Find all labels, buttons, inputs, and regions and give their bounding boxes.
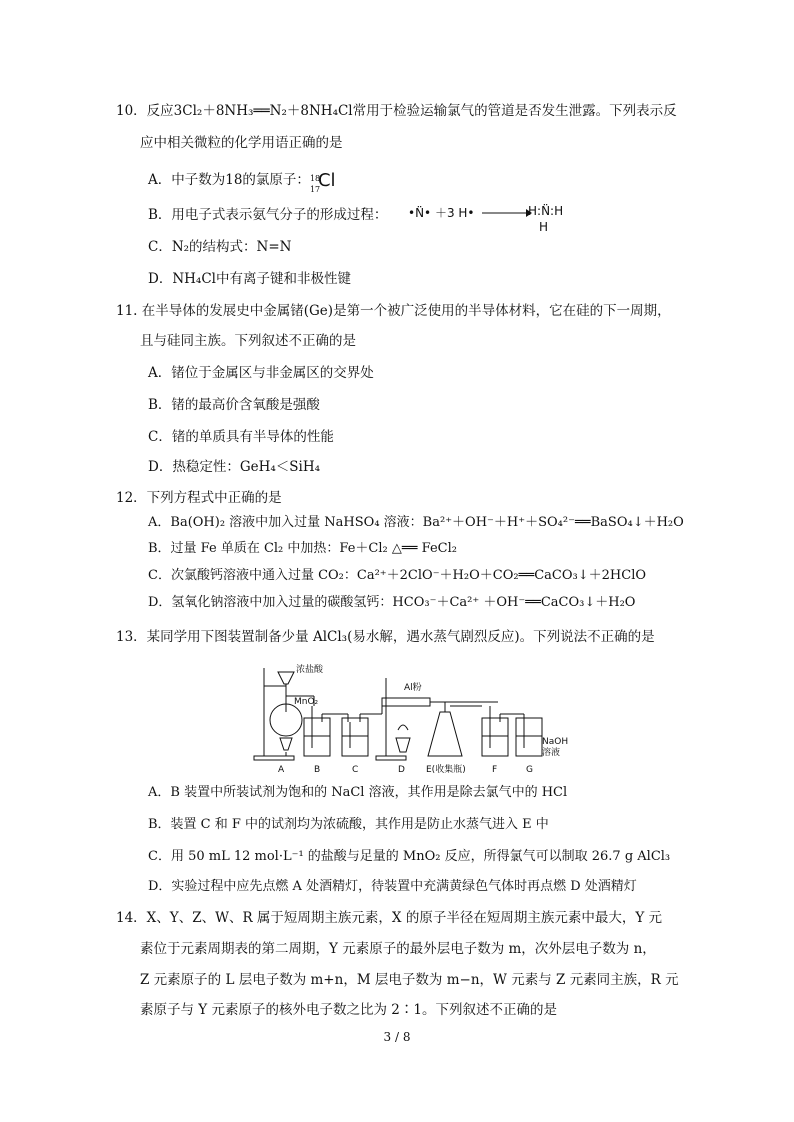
apparatus-diagram	[236, 660, 572, 778]
q11-stem-line2: 且与硅同主族。下列叙述不正确的是	[140, 333, 356, 349]
q14-line1: 14．X、Y、Z、W、R 属于短周期主族元素，X 的原子半径在短周期主族元素中最大，Y 元	[116, 910, 663, 926]
electron-formula-left: •N̈• ＋3 H•	[408, 206, 475, 220]
label-b: B	[314, 765, 321, 775]
q10-option-b	[148, 206, 387, 224]
apparatus-c-icon	[342, 700, 382, 756]
label-naoh: NaOH	[542, 737, 569, 747]
q10-option-d: D．NH₄Cl中有离子键和非极性键	[148, 271, 351, 287]
electron-formula-right: H:N̈:H	[528, 204, 564, 218]
q10-option-a-text: A．中子数为18的氯原子：	[148, 172, 310, 188]
q11-option-b: B．锗的最高价含氧酸是强酸	[148, 397, 320, 413]
q12-option-b: B．过量 Fe 单质在 Cl₂ 中加热：Fe＋Cl₂ △══ FeCl₂	[148, 541, 457, 556]
q10-stem-line2: 应中相关微粒的化学用语正确的是	[140, 135, 343, 151]
label-acid: 浓盐酸	[296, 665, 324, 675]
apparatus-e-icon	[428, 702, 482, 756]
q13-option-a: A．B 装置中所装试剂为饱和的 NaCl 溶液，其作用是除去氯气中的 HCl	[148, 785, 568, 800]
label-g: G	[526, 765, 533, 775]
q12-option-d: D．氢氧化钠溶液中加入过量的碳酸氢钙：HCO₃⁻＋Ca²⁺ ＋OH⁻══CaCO₃↓＋H₂O	[148, 595, 636, 610]
q14-line2: 素位于元素周期表的第二周期，Y 元素原子的最外层电子数为 m，次外层电子数为 n，	[140, 941, 656, 957]
q12-option-c: C．次氯酸钙溶液中通入过量 CO₂：Ca²⁺＋2ClO⁻＋H₂O＋CO₂══CaCO₃↓＋2HClO	[148, 568, 647, 583]
apparatus-g-icon	[516, 714, 542, 756]
label-e: E(收集瓶)	[426, 765, 466, 775]
page-number: 3 / 8	[383, 1030, 411, 1044]
q13-stem: 13．某同学用下图装置制备少量 AlCl₃(易水解，遇水蒸气剧烈反应)。下列说法不正确的是	[116, 629, 655, 645]
q11-stem-line1: 11. 在半导体的发展史中金属锗(Ge)是第一个被广泛使用的半导体材料，它在硅的下一周期，	[116, 303, 671, 319]
chlorine-isotope-symbol	[309, 169, 336, 194]
electron-formula-bottom-h: H	[539, 220, 549, 234]
label-mno2: MnO₂	[294, 697, 319, 707]
label-al-powder: Al粉	[404, 683, 422, 693]
isotope-element: Cl	[317, 169, 336, 191]
q13-option-d: D．实验过程中应先点燃 A 处酒精灯，待装置中充满黄绿色气体时再点燃 D 处酒精灯	[148, 879, 637, 894]
q11-option-d: D．热稳定性：GeH₄＜SiH₄	[148, 459, 321, 475]
q10-option-b-text: B．用电子式表示氨气分子的形成过程：	[148, 207, 388, 223]
isotope-mass-number: 18	[309, 173, 321, 183]
apparatus-d-icon	[376, 678, 498, 760]
label-f: F	[492, 765, 498, 775]
q10-option-a	[148, 169, 336, 194]
q14-line4: 素原子与 Y 元素原子的核外电子数之比为 2∶1。下列叙述不正确的是	[140, 1002, 557, 1018]
isotope-atomic-number: 17	[309, 184, 321, 194]
electron-formula	[404, 200, 564, 236]
apparatus-f-icon	[482, 706, 524, 756]
label-solution: 溶液	[542, 748, 561, 758]
q11-option-a: A．锗位于金属区与非金属区的交界处	[148, 365, 374, 381]
q13-option-b: B．装置 C 和 F 中的试剂均为浓硫酸，其作用是防止水蒸气进入 E 中	[148, 817, 549, 832]
q14-line3: Z 元素原子的 L 层电子数为 m+n，M 层电子数为 m−n，W 元素与 Z 元素同主族，R 元	[140, 972, 679, 988]
q13-option-c: C．用 50 mL 12 mol·L⁻¹ 的盐酸与足量的 MnO₂ 反应，所得氯气可以制取 26.7 g AlCl₃	[148, 849, 671, 864]
label-d: D	[398, 765, 405, 775]
q12-option-a: A．Ba(OH)₂ 溶液中加入过量 NaHSO₄ 溶液：Ba²⁺＋OH⁻＋H⁺＋SO₄²⁻══BaSO₄↓＋H₂O	[148, 515, 684, 530]
q10-stem-line1: 10．反应3Cl₂＋8NH₃══N₂＋8NH₄Cl常用于检验运输氯气的管道是否发生泄露。下列表示反	[116, 103, 677, 119]
q11-option-c: C．锗的单质具有半导体的性能	[148, 429, 334, 445]
q12-stem: 12．下列方程式中正确的是	[116, 490, 282, 506]
apparatus-a-icon	[254, 668, 314, 760]
label-c: C	[352, 765, 359, 775]
apparatus-b-icon	[304, 706, 348, 756]
q10-option-c: C．N₂的结构式：N=N	[148, 239, 292, 255]
label-a: A	[278, 765, 285, 775]
reaction-arrow-icon	[482, 208, 532, 218]
